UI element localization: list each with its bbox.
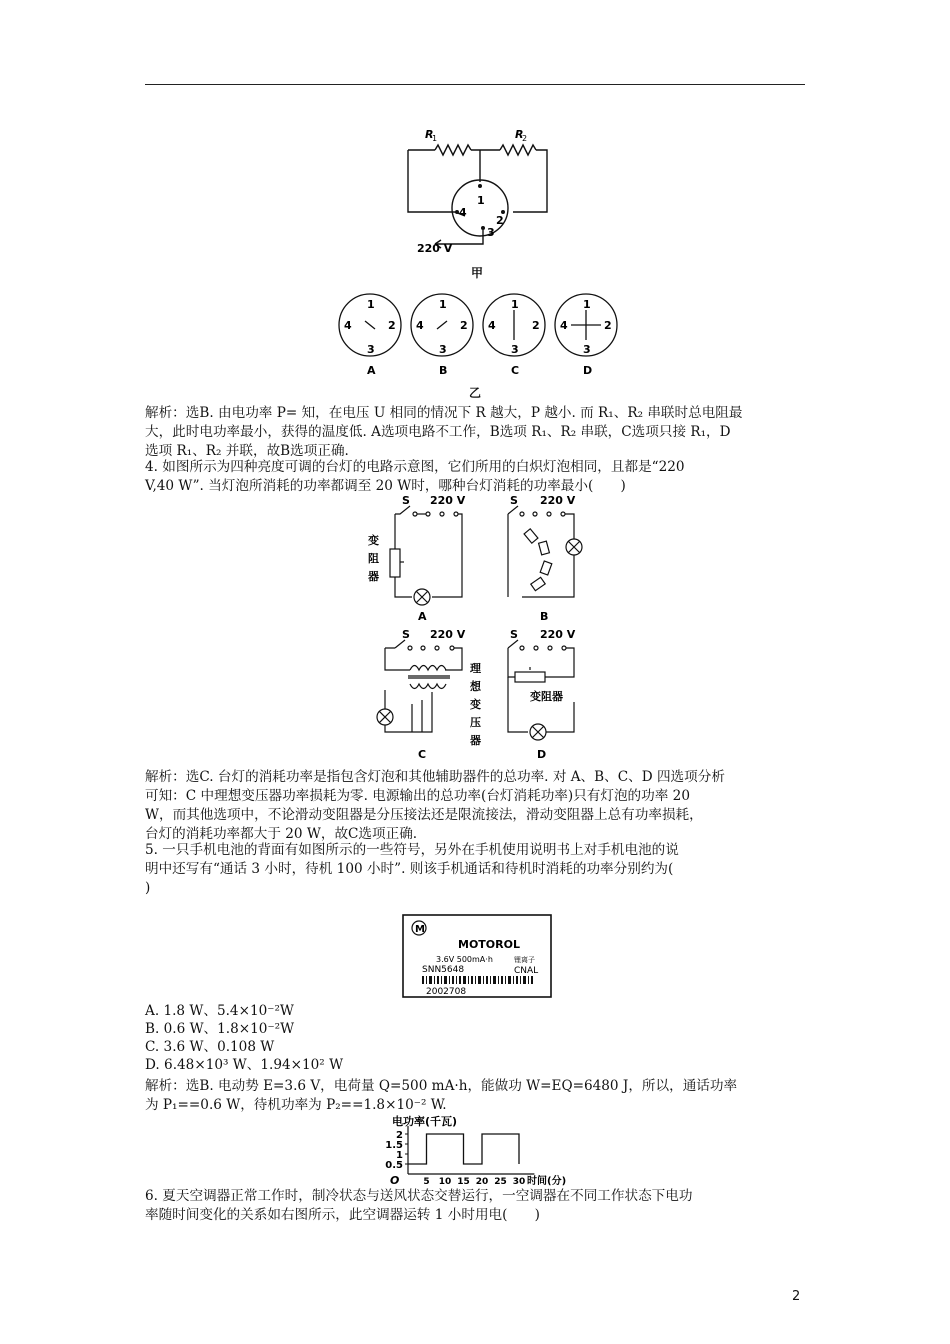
- terminal-4: 4: [459, 206, 467, 219]
- terminal-1: 1: [477, 194, 485, 207]
- chart-series-line: [408, 1134, 519, 1164]
- battery-type: 锂离子: [514, 956, 535, 964]
- svg-text:2: 2: [522, 134, 528, 143]
- svg-text:1: 1: [367, 298, 375, 311]
- chart-ylabel: 电功率(千瓦): [392, 1115, 458, 1128]
- figure-jia-caption: 甲: [471, 266, 484, 280]
- svg-text:2: 2: [460, 319, 468, 332]
- r1-label: R: [425, 128, 434, 141]
- yi-option-a: A: [367, 364, 376, 377]
- chart-ytick-label: 1.5: [385, 1140, 403, 1151]
- svg-text:4: 4: [488, 319, 496, 332]
- q5-option-b: B. 0.6 W、1.8×10⁻²W: [145, 1021, 295, 1037]
- yi-option-d: D: [583, 364, 593, 377]
- battery-model: SNN5648: [422, 965, 465, 975]
- lamp-label-d: D: [537, 748, 547, 761]
- svg-text:阻: 阻: [368, 552, 379, 565]
- svg-text:2: 2: [604, 319, 612, 332]
- lamp-label-b: B: [540, 610, 549, 623]
- motorola-logo: M: [415, 924, 425, 935]
- chart-ytick-label: 0.5: [385, 1160, 403, 1171]
- terminal-2: 2: [496, 214, 504, 227]
- lamp-a-voltage: 220 V: [430, 494, 466, 507]
- chart-xtick-label: 10: [438, 1177, 452, 1186]
- svg-text:压: 压: [470, 716, 481, 729]
- lamp-c-switch: S: [402, 628, 410, 641]
- chart-origin: O: [390, 1174, 400, 1186]
- voltage-label: 220 V: [417, 242, 453, 255]
- question-5: 5. 一只手机电池的背面有如图所示的一些符号，另外在手机使用说明书上对手机电池的说 明中还写有“通话 3 小时，待机 100 小时”. 则该手机通话和待机时消耗的功率分别约为( ): [145, 842, 679, 896]
- r2-label: R: [515, 128, 524, 141]
- figure-yi-caption: 乙: [469, 386, 482, 400]
- page-number: 2: [792, 1289, 801, 1304]
- svg-text:变: 变: [368, 534, 379, 547]
- terminal-3: 3: [487, 226, 495, 239]
- lamp-label-a: A: [418, 610, 427, 623]
- figure-yi-switch-options: [330, 288, 620, 380]
- chart-xtick-label: 20: [475, 1177, 489, 1186]
- lamp-b-switch: S: [510, 494, 518, 507]
- chart-xlabel: 时间(分): [527, 1176, 567, 1186]
- battery-cnal: CNAL: [514, 966, 539, 976]
- battery-label: [402, 914, 552, 998]
- lamp-d-voltage: 220 V: [540, 628, 576, 641]
- lamp-a-switch: S: [402, 494, 410, 507]
- svg-text:想: 想: [470, 680, 481, 693]
- svg-text:1: 1: [432, 134, 438, 143]
- svg-text:3: 3: [439, 343, 447, 356]
- svg-text:2: 2: [388, 319, 396, 332]
- yi-option-b: B: [439, 364, 448, 377]
- svg-text:器: 器: [470, 734, 481, 747]
- svg-text:3: 3: [511, 343, 519, 356]
- power-time-chart: [364, 1114, 594, 1186]
- question-4: 4. 如图所示为四种亮度可调的台灯的电路示意图，它们所用的白炽灯泡相同，且都是“220 V,40 W”. 当灯泡所消耗的功率都调至 20 W时，哪种台灯消耗的功率最小( ): [145, 459, 685, 494]
- svg-text:2: 2: [532, 319, 540, 332]
- q5-analysis: 解析：选B. 电动势 E=3.6 V，电荷量 Q=500 mA·h，能做功 W=EQ=6480 J，所以，通话功率 为 P₁==0.6 W，待机功率为 P₂==1.8×10⁻² W.: [145, 1078, 738, 1113]
- chart-xtick-label: 30: [512, 1177, 526, 1186]
- header-rule: [145, 84, 805, 85]
- q5-option-a: A. 1.8 W、5.4×10⁻²W: [145, 1003, 294, 1019]
- lamp-c-voltage: 220 V: [430, 628, 466, 641]
- lamp-d-switch: S: [510, 628, 518, 641]
- chart-xtick-label: 15: [457, 1177, 470, 1186]
- svg-text:变: 变: [470, 698, 481, 711]
- svg-text:1: 1: [583, 298, 591, 311]
- q5-option-d: D. 6.48×10³ W、1.94×10² W: [145, 1057, 344, 1073]
- lamp-b-voltage: 220 V: [540, 494, 576, 507]
- svg-text:4: 4: [416, 319, 424, 332]
- svg-text:3: 3: [367, 343, 375, 356]
- battery-code: 2002708: [426, 987, 467, 997]
- yi-option-c: C: [511, 364, 520, 377]
- svg-text:1: 1: [439, 298, 447, 311]
- rheostat-label: 变阻器: [530, 690, 563, 703]
- figure-jia-circuit: [395, 120, 565, 255]
- battery-spec: 3.6V 500mA·h: [436, 955, 493, 964]
- question-6: 6. 夏天空调器正常工作时，制冷状态与送风状态交替运行，一空调器在不同工作状态下电功 率随时间变化的关系如右图所示，此空调器运转 1 小时用电( ): [145, 1188, 693, 1223]
- chart-xtick-label: 5: [423, 1177, 430, 1186]
- q4-analysis: 解析：选C. 台灯的消耗功率是指包含灯泡和其他辅助器件的总功率. 对 A、B、C、D 四选项分析 可知：C 中理想变压器功率损耗为零. 电源输出的总功率(台灯消耗功率)只有灯泡的功率 20 W，而其他选项中，不论滑动变阻器是分压接法还是限流接法，滑动变阻器上总有功率损耗， 台灯的消耗功率都大于 20 W，故C选项正确.: [145, 769, 725, 842]
- chart-xtick-label: 25: [494, 1177, 507, 1186]
- q3-analysis: 解析：选B. 由电功率 P= 知，在电压 U 相同的情况下 R 越大，P 越小. 而 R₁、R₂ 串联时总电阻最 大，此时电功率最小，获得的温度低. A选项电路不工作，B选项 R₁、R₂ 串联，C选项只接 R₁，D 选项 R₁、R₂ 并联，故B选项正确.: [145, 405, 743, 459]
- q5-option-c: C. 3.6 W、0.108 W: [145, 1039, 275, 1055]
- lamp-label-c: C: [418, 748, 427, 761]
- barcode: [422, 976, 533, 984]
- svg-text:3: 3: [583, 343, 591, 356]
- battery-brand: MOTOROL: [458, 938, 520, 951]
- svg-text:1: 1: [511, 298, 519, 311]
- resistor-r1: [435, 145, 471, 155]
- chart-ytick-label: 2: [396, 1130, 403, 1141]
- chart-ytick-label: 1: [396, 1150, 403, 1161]
- svg-text:4: 4: [344, 319, 352, 332]
- resistor-r2: [500, 145, 536, 155]
- figure-lamp-circuits: [360, 492, 590, 764]
- svg-text:器: 器: [368, 570, 379, 583]
- svg-text:理: 理: [470, 662, 481, 675]
- svg-text:4: 4: [560, 319, 568, 332]
